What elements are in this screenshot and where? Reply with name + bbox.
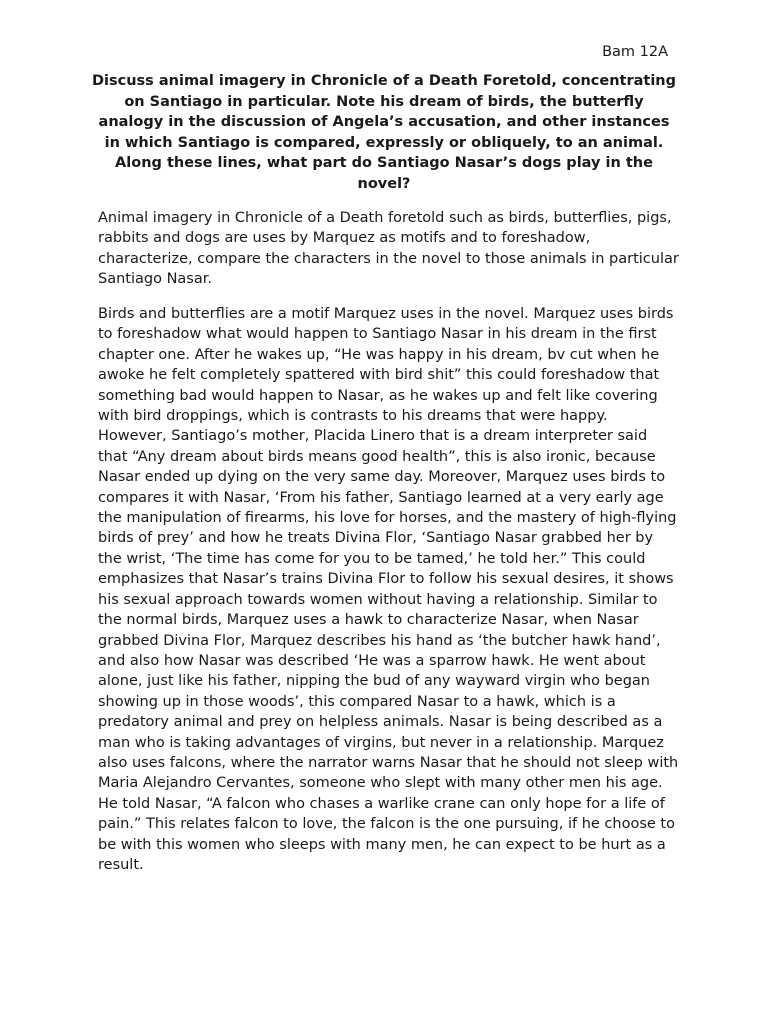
essay-title: Discuss animal imagery in Chronicle of a Death Foretold, concentrating on Santiago in particular. Note his dream of birds, the butterfly analogy in the discussion of Angela’s accusation, and other instances in which Santiago is compared, expressly or obliquely, to an animal. Along these lines, what part do Santiago Nasar’s dogs play in the novel?	[92, 73, 677, 192]
class-label: Bam 12A	[602, 44, 668, 60]
paragraph-intro: Animal imagery in Chronicle of a Death foretold such as birds, butterflies, pigs, rabbits and dogs are uses by Marquez as motifs and to foreshadow, characterize, compare the characters in the novel to those animals in particular Santiago Nasar.	[98, 210, 679, 288]
paragraph-birds: Birds and butterflies are a motif Marquez uses in the novel. Marquez uses birds to foreshadow what would happen to Santiago Nasar in his dream in the first chapter one. After he wakes up, “He was happy in his dream, bv cut when he awoke he felt completely spattered with bird shit” this could foreshadow that something bad would happen to Nasar, as he wakes up and felt like covering with bird droppings, which is contrasts to his dreams that were happy. However, Santiago’s mother, Placida Linero that is a dream interpreter said that “Any dream about birds means good health”, this is also ironic, because Nasar ended up dying on the very same day. Moreover, Marquez uses birds to compares it with Nasar, ‘From his father, Santiago learned at a very early age the manipulation of firearms, his love for horses, and the mastery of high-flying birds of prey’ and how he treats Divina Flor, ‘Santiago Nasar grabbed her by the wrist, ‘The time has come for you to be tamed,’ he told her.” This could emphasizes that Nasar’s trains Divina Flor to follow his sexual desires, it shows his sexual approach towards women without having a relationship. Similar to the normal birds, Marquez uses a hawk to characterize Nasar, when Nasar grabbed Divina Flor, Marquez describes his hand as ‘the butcher hawk hand’, and also how Nasar was described ‘He was a sparrow hawk. He went about alone, just like his father, nipping the bud of any wayward virgin who began showing up in those woods’, this compared Nasar to a hawk, which is a predatory animal and prey on helpless animals. Nasar is being described as a man who is taking advantages of virgins, but never in a relationship. Marquez also uses falcons, where the narrator warns Nasar that he should not sleep with Maria Alejandro Cervantes, someone who slept with many other men his age. He told Nasar, “A falcon who chases a warlike crane can only hope for a life of pain.” This relates falcon to love, the falcon is the one pursuing, if he choose to be with this women who sleeps with many men, he can expect to be hurt as a result.	[98, 306, 679, 873]
